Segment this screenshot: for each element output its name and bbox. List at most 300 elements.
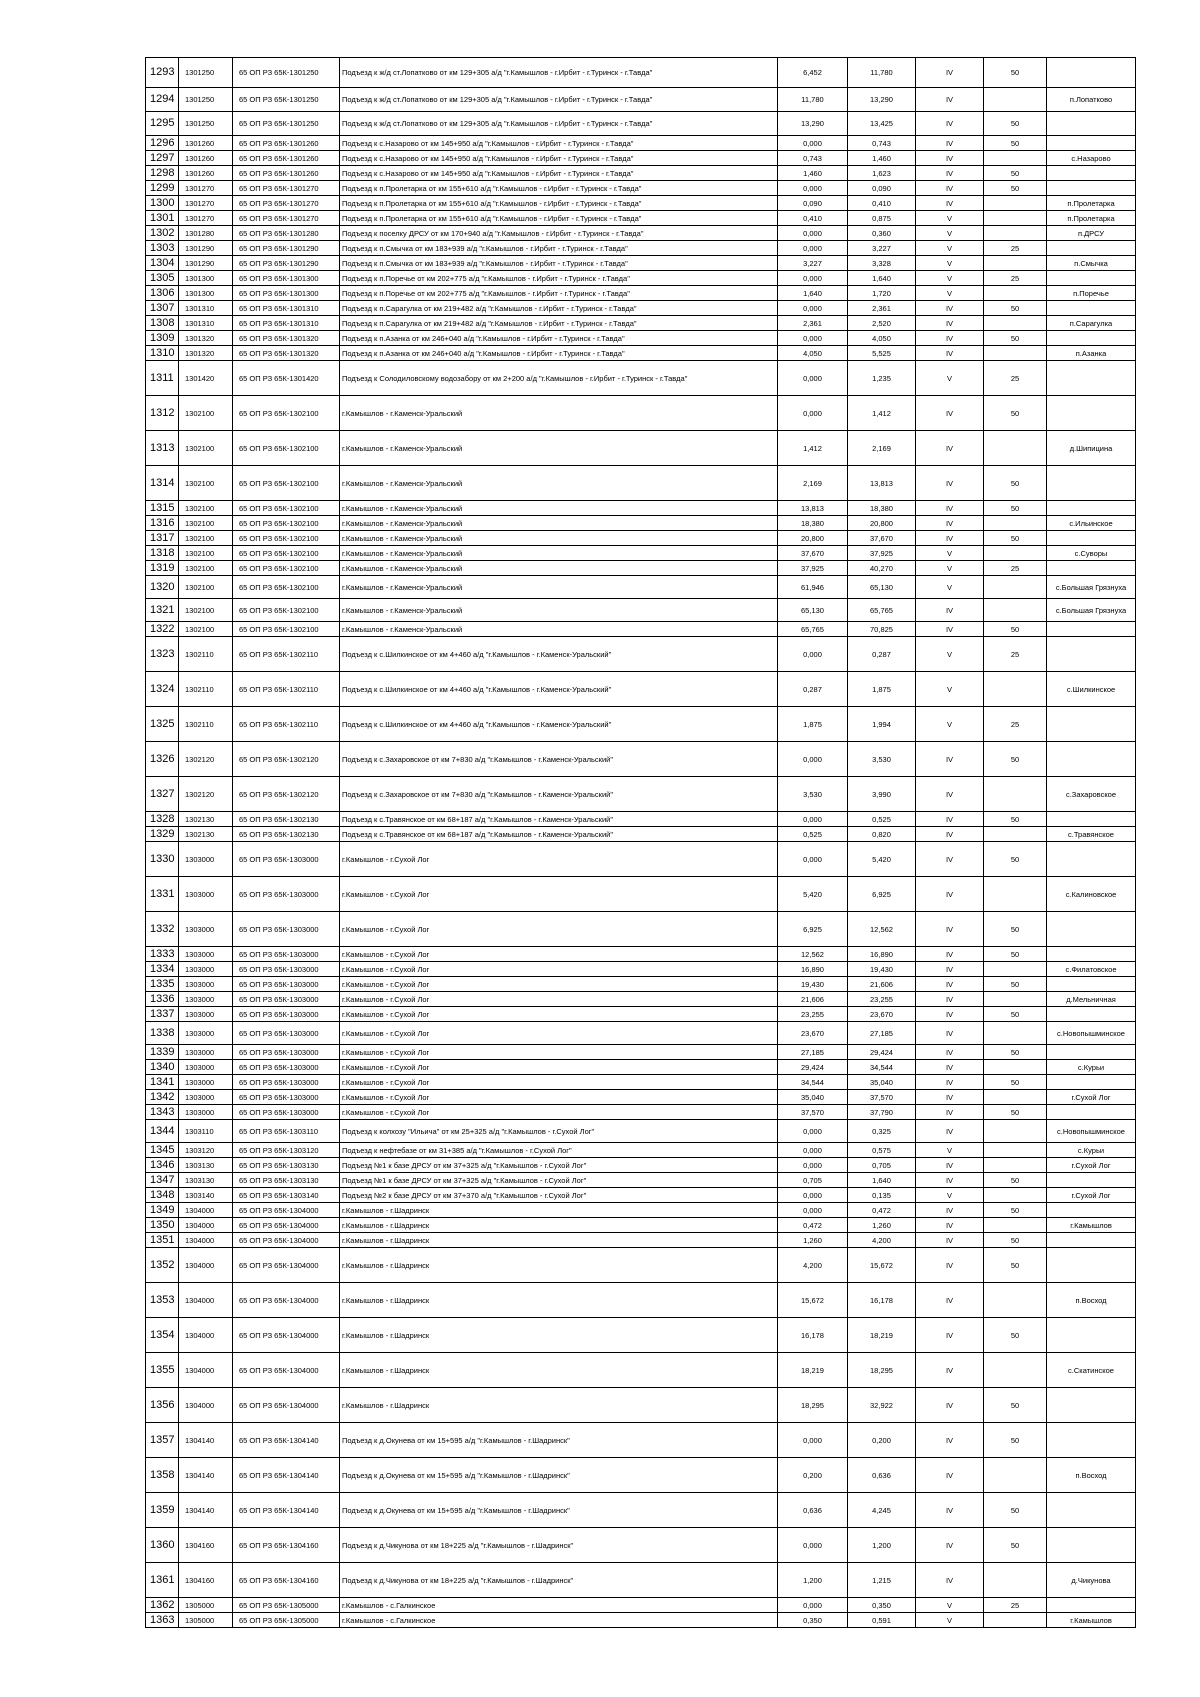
start-km-cell: 61,946 bbox=[778, 576, 848, 599]
end-km-cell: 21,606 bbox=[848, 977, 916, 992]
road-category-cell: V bbox=[916, 226, 984, 241]
speed-limit-cell bbox=[984, 1120, 1047, 1143]
road-id-cell: 65 ОП РЗ 65К-1302100 bbox=[233, 431, 340, 466]
road-category-cell: V bbox=[916, 1598, 984, 1613]
table-body bbox=[146, 58, 1136, 1628]
start-km-cell: 4,050 bbox=[778, 346, 848, 361]
speed-limit-cell bbox=[984, 962, 1047, 977]
speed-limit-cell bbox=[984, 1090, 1047, 1105]
start-km-cell: 35,040 bbox=[778, 1090, 848, 1105]
road-category-cell: IV bbox=[916, 1458, 984, 1493]
speed-limit-cell: 50 bbox=[984, 1248, 1047, 1283]
end-km-cell: 19,430 bbox=[848, 962, 916, 977]
row-number-cell: 1361 bbox=[146, 1563, 179, 1598]
road-category-cell: IV bbox=[916, 1105, 984, 1120]
end-km-cell: 3,227 bbox=[848, 241, 916, 256]
end-km-cell: 1,640 bbox=[848, 271, 916, 286]
road-category-cell: IV bbox=[916, 1353, 984, 1388]
road-code-cell: 1304000 bbox=[179, 1283, 233, 1318]
road-id-cell: 65 ОП РЗ 65К-1301320 bbox=[233, 346, 340, 361]
road-id-cell: 65 ОП РЗ 65К-1301250 bbox=[233, 112, 340, 136]
settlement-cell: г.Сухой Лог bbox=[1047, 1188, 1136, 1203]
speed-limit-cell: 50 bbox=[984, 1045, 1047, 1060]
road-id-cell: 65 ОП РЗ 65К-1302100 bbox=[233, 546, 340, 561]
row-number-cell: 1293 bbox=[146, 58, 179, 88]
start-km-cell: 6,925 bbox=[778, 912, 848, 947]
end-km-cell: 4,245 bbox=[848, 1493, 916, 1528]
start-km-cell: 1,260 bbox=[778, 1233, 848, 1248]
road-name-cell: г.Камышлов - г.Каменск-Уральский bbox=[340, 431, 778, 466]
road-category-cell: V bbox=[916, 561, 984, 576]
start-km-cell: 0,000 bbox=[778, 1598, 848, 1613]
road-id-cell: 65 ОП РЗ 65К-1303140 bbox=[233, 1188, 340, 1203]
speed-limit-cell: 50 bbox=[984, 531, 1047, 546]
road-category-cell: V bbox=[916, 546, 984, 561]
row-number-cell: 1326 bbox=[146, 742, 179, 777]
road-name-cell: Подъезд к п.Смычка от км 183+939 а/д "г.Камышлов - г.Ирбит - г.Туринск - г.Тавда" bbox=[340, 241, 778, 256]
road-code-cell: 1303000 bbox=[179, 962, 233, 977]
row-number-cell: 1295 bbox=[146, 112, 179, 136]
road-category-cell: IV bbox=[916, 151, 984, 166]
settlement-cell: с.Захаровское bbox=[1047, 777, 1136, 812]
row-number-cell: 1354 bbox=[146, 1318, 179, 1353]
settlement-cell bbox=[1047, 301, 1136, 316]
table-row bbox=[146, 742, 1136, 777]
road-code-cell: 1302110 bbox=[179, 637, 233, 672]
speed-limit-cell bbox=[984, 777, 1047, 812]
table-row bbox=[146, 1158, 1136, 1173]
speed-limit-cell: 50 bbox=[984, 301, 1047, 316]
settlement-cell bbox=[1047, 58, 1136, 88]
speed-limit-cell: 25 bbox=[984, 561, 1047, 576]
speed-limit-cell: 50 bbox=[984, 396, 1047, 431]
road-code-cell: 1303000 bbox=[179, 1090, 233, 1105]
table-row bbox=[146, 777, 1136, 812]
road-id-cell: 65 ОП РЗ 65К-1301320 bbox=[233, 331, 340, 346]
settlement-cell: с.Назарово bbox=[1047, 151, 1136, 166]
road-name-cell: г.Камышлов - г.Каменск-Уральский bbox=[340, 396, 778, 431]
road-code-cell: 1303140 bbox=[179, 1188, 233, 1203]
table-row bbox=[146, 1493, 1136, 1528]
road-category-cell: IV bbox=[916, 1173, 984, 1188]
road-id-cell: 65 ОП РЗ 65К-1302110 bbox=[233, 707, 340, 742]
settlement-cell: с.Скатинское bbox=[1047, 1353, 1136, 1388]
speed-limit-cell bbox=[984, 672, 1047, 707]
row-number-cell: 1331 bbox=[146, 877, 179, 912]
road-code-cell: 1303000 bbox=[179, 1045, 233, 1060]
road-category-cell: IV bbox=[916, 1493, 984, 1528]
road-code-cell: 1303000 bbox=[179, 1105, 233, 1120]
end-km-cell: 0,350 bbox=[848, 1598, 916, 1613]
speed-limit-cell bbox=[984, 1188, 1047, 1203]
speed-limit-cell: 50 bbox=[984, 58, 1047, 88]
end-km-cell: 1,215 bbox=[848, 1563, 916, 1598]
road-category-cell: IV bbox=[916, 136, 984, 151]
end-km-cell: 65,130 bbox=[848, 576, 916, 599]
end-km-cell: 18,295 bbox=[848, 1353, 916, 1388]
road-category-cell: IV bbox=[916, 431, 984, 466]
end-km-cell: 20,800 bbox=[848, 516, 916, 531]
road-category-cell: IV bbox=[916, 301, 984, 316]
road-code-cell: 1303000 bbox=[179, 1007, 233, 1022]
road-name-cell: г.Камышлов - г.Шадринск bbox=[340, 1388, 778, 1423]
row-number-cell: 1346 bbox=[146, 1158, 179, 1173]
road-code-cell: 1302100 bbox=[179, 516, 233, 531]
settlement-cell: п.ДРСУ bbox=[1047, 226, 1136, 241]
speed-limit-cell bbox=[984, 1060, 1047, 1075]
table-row bbox=[146, 396, 1136, 431]
end-km-cell: 4,050 bbox=[848, 331, 916, 346]
road-code-cell: 1302100 bbox=[179, 546, 233, 561]
road-code-cell: 1301280 bbox=[179, 226, 233, 241]
road-id-cell: 65 ОП РЗ 65К-1304000 bbox=[233, 1233, 340, 1248]
road-name-cell: г.Камышлов - г.Сухой Лог bbox=[340, 912, 778, 947]
end-km-cell: 0,875 bbox=[848, 211, 916, 226]
row-number-cell: 1363 bbox=[146, 1613, 179, 1628]
road-id-cell: 65 ОП РЗ 65К-1302100 bbox=[233, 561, 340, 576]
row-number-cell: 1352 bbox=[146, 1248, 179, 1283]
table-row bbox=[146, 361, 1136, 396]
road-name-cell: г.Камышлов - г.Сухой Лог bbox=[340, 1022, 778, 1045]
road-id-cell: 65 ОП РЗ 65К-1301260 bbox=[233, 166, 340, 181]
table-row bbox=[146, 977, 1136, 992]
row-number-cell: 1324 bbox=[146, 672, 179, 707]
start-km-cell: 2,361 bbox=[778, 316, 848, 331]
road-id-cell: 65 ОП РЗ 65К-1301260 bbox=[233, 151, 340, 166]
table-row bbox=[146, 812, 1136, 827]
end-km-cell: 1,412 bbox=[848, 396, 916, 431]
road-name-cell: Подъезд к с.Шилкинское от км 4+460 а/д "г.Камышлов - г.Каменск-Уральский" bbox=[340, 637, 778, 672]
road-name-cell: Подъезд к п.Поречье от км 202+775 а/д "г.Камышлов - г.Ирбит - г.Туринск - г.Тавда" bbox=[340, 286, 778, 301]
end-km-cell: 37,790 bbox=[848, 1105, 916, 1120]
start-km-cell: 20,800 bbox=[778, 531, 848, 546]
table-row bbox=[146, 1458, 1136, 1493]
road-category-cell: IV bbox=[916, 166, 984, 181]
end-km-cell: 15,672 bbox=[848, 1248, 916, 1283]
road-code-cell: 1303000 bbox=[179, 912, 233, 947]
start-km-cell: 0,000 bbox=[778, 241, 848, 256]
speed-limit-cell bbox=[984, 546, 1047, 561]
table-row bbox=[146, 672, 1136, 707]
road-code-cell: 1301260 bbox=[179, 166, 233, 181]
speed-limit-cell: 50 bbox=[984, 742, 1047, 777]
road-id-cell: 65 ОП РЗ 65К-1305000 bbox=[233, 1613, 340, 1628]
road-category-cell: IV bbox=[916, 877, 984, 912]
road-category-cell: V bbox=[916, 1613, 984, 1628]
row-number-cell: 1306 bbox=[146, 286, 179, 301]
road-id-cell: 65 ОП РЗ 65К-1303000 bbox=[233, 1090, 340, 1105]
table-row bbox=[146, 1105, 1136, 1120]
end-km-cell: 0,287 bbox=[848, 637, 916, 672]
row-number-cell: 1359 bbox=[146, 1493, 179, 1528]
road-name-cell: г.Камышлов - г.Сухой Лог bbox=[340, 1105, 778, 1120]
road-category-cell: V bbox=[916, 361, 984, 396]
table-row bbox=[146, 112, 1136, 136]
road-category-cell: IV bbox=[916, 1075, 984, 1090]
settlement-cell bbox=[1047, 361, 1136, 396]
row-number-cell: 1299 bbox=[146, 181, 179, 196]
road-name-cell: Подъезд к с.Шилкинское от км 4+460 а/д "г.Камышлов - г.Каменск-Уральский" bbox=[340, 707, 778, 742]
road-name-cell: Подъезд к с.Травянское от км 68+187 а/д "г.Камышлов - г.Каменск-Уральский" bbox=[340, 827, 778, 842]
table-row bbox=[146, 1563, 1136, 1598]
road-name-cell: г.Камышлов - г.Каменск-Уральский bbox=[340, 516, 778, 531]
road-id-cell: 65 ОП РЗ 65К-1303000 bbox=[233, 947, 340, 962]
settlement-cell bbox=[1047, 1233, 1136, 1248]
settlement-cell bbox=[1047, 136, 1136, 151]
road-category-cell: IV bbox=[916, 1218, 984, 1233]
settlement-cell: п.Смычка bbox=[1047, 256, 1136, 271]
road-category-cell: IV bbox=[916, 1318, 984, 1353]
speed-limit-cell bbox=[984, 1158, 1047, 1173]
road-id-cell: 65 ОП РЗ 65К-1301270 bbox=[233, 196, 340, 211]
settlement-cell: с.Курьи bbox=[1047, 1060, 1136, 1075]
start-km-cell: 2,169 bbox=[778, 466, 848, 501]
speed-limit-cell: 50 bbox=[984, 181, 1047, 196]
speed-limit-cell bbox=[984, 286, 1047, 301]
settlement-cell bbox=[1047, 1007, 1136, 1022]
row-number-cell: 1356 bbox=[146, 1388, 179, 1423]
road-category-cell: IV bbox=[916, 112, 984, 136]
table-row bbox=[146, 256, 1136, 271]
road-category-cell: IV bbox=[916, 1090, 984, 1105]
end-km-cell: 0,135 bbox=[848, 1188, 916, 1203]
table-row bbox=[146, 1120, 1136, 1143]
speed-limit-cell bbox=[984, 1143, 1047, 1158]
road-code-cell: 1302110 bbox=[179, 672, 233, 707]
end-km-cell: 65,765 bbox=[848, 599, 916, 622]
road-code-cell: 1305000 bbox=[179, 1613, 233, 1628]
road-name-cell: г.Камышлов - г.Сухой Лог bbox=[340, 1090, 778, 1105]
row-number-cell: 1343 bbox=[146, 1105, 179, 1120]
row-number-cell: 1345 bbox=[146, 1143, 179, 1158]
road-category-cell: IV bbox=[916, 1203, 984, 1218]
table-row bbox=[146, 1188, 1136, 1203]
road-id-cell: 65 ОП РЗ 65К-1301260 bbox=[233, 136, 340, 151]
table-row bbox=[146, 301, 1136, 316]
speed-limit-cell: 25 bbox=[984, 1598, 1047, 1613]
road-id-cell: 65 ОП РЗ 65К-1302120 bbox=[233, 742, 340, 777]
road-code-cell: 1304140 bbox=[179, 1493, 233, 1528]
road-name-cell: г.Камышлов - г.Сухой Лог bbox=[340, 1007, 778, 1022]
settlement-cell: с.Большая Грязнуха bbox=[1047, 599, 1136, 622]
start-km-cell: 37,570 bbox=[778, 1105, 848, 1120]
road-category-cell: V bbox=[916, 286, 984, 301]
settlement-cell bbox=[1047, 1493, 1136, 1528]
row-number-cell: 1340 bbox=[146, 1060, 179, 1075]
road-id-cell: 65 ОП РЗ 65К-1304000 bbox=[233, 1353, 340, 1388]
speed-limit-cell bbox=[984, 1022, 1047, 1045]
road-category-cell: IV bbox=[916, 599, 984, 622]
row-number-cell: 1329 bbox=[146, 827, 179, 842]
road-id-cell: 65 ОП РЗ 65К-1302110 bbox=[233, 672, 340, 707]
table-row bbox=[146, 431, 1136, 466]
road-name-cell: Подъезд к с.Назарово от км 145+950 а/д "г.Камышлов - г.Ирбит - г.Туринск - г.Тавда" bbox=[340, 166, 778, 181]
road-code-cell: 1304160 bbox=[179, 1563, 233, 1598]
row-number-cell: 1313 bbox=[146, 431, 179, 466]
road-id-cell: 65 ОП РЗ 65К-1304000 bbox=[233, 1318, 340, 1353]
start-km-cell: 65,130 bbox=[778, 599, 848, 622]
road-category-cell: IV bbox=[916, 316, 984, 331]
settlement-cell bbox=[1047, 1075, 1136, 1090]
end-km-cell: 3,990 bbox=[848, 777, 916, 812]
end-km-cell: 16,178 bbox=[848, 1283, 916, 1318]
settlement-cell: с.Новопышминское bbox=[1047, 1022, 1136, 1045]
table-row bbox=[146, 1598, 1136, 1613]
end-km-cell: 37,925 bbox=[848, 546, 916, 561]
speed-limit-cell: 50 bbox=[984, 1388, 1047, 1423]
road-category-cell: IV bbox=[916, 912, 984, 947]
row-number-cell: 1317 bbox=[146, 531, 179, 546]
settlement-cell: п.Лопатково bbox=[1047, 88, 1136, 112]
row-number-cell: 1338 bbox=[146, 1022, 179, 1045]
end-km-cell: 1,720 bbox=[848, 286, 916, 301]
start-km-cell: 15,672 bbox=[778, 1283, 848, 1318]
start-km-cell: 1,875 bbox=[778, 707, 848, 742]
road-code-cell: 1303000 bbox=[179, 1075, 233, 1090]
road-code-cell: 1303130 bbox=[179, 1173, 233, 1188]
road-id-cell: 65 ОП РЗ 65К-1304000 bbox=[233, 1388, 340, 1423]
road-name-cell: Подъезд к с.Захаровское от км 7+830 а/д "г.Камышлов - г.Каменск-Уральский" bbox=[340, 777, 778, 812]
road-id-cell: 65 ОП РЗ 65К-1301250 bbox=[233, 88, 340, 112]
settlement-cell bbox=[1047, 241, 1136, 256]
end-km-cell: 1,260 bbox=[848, 1218, 916, 1233]
settlement-cell bbox=[1047, 331, 1136, 346]
settlement-cell bbox=[1047, 812, 1136, 827]
road-code-cell: 1301320 bbox=[179, 331, 233, 346]
road-name-cell: Подъезд к с.Захаровское от км 7+830 а/д "г.Камышлов - г.Каменск-Уральский" bbox=[340, 742, 778, 777]
settlement-cell: с.Большая Грязнуха bbox=[1047, 576, 1136, 599]
end-km-cell: 3,328 bbox=[848, 256, 916, 271]
row-number-cell: 1336 bbox=[146, 992, 179, 1007]
start-km-cell: 1,412 bbox=[778, 431, 848, 466]
road-id-cell: 65 ОП РЗ 65К-1303000 bbox=[233, 912, 340, 947]
road-category-cell: V bbox=[916, 1188, 984, 1203]
row-number-cell: 1344 bbox=[146, 1120, 179, 1143]
start-km-cell: 12,562 bbox=[778, 947, 848, 962]
road-id-cell: 65 ОП РЗ 65К-1304000 bbox=[233, 1248, 340, 1283]
road-name-cell: Подъезд к п.Азанка от км 246+040 а/д "г.Камышлов - г.Ирбит - г.Туринск - г.Тавда" bbox=[340, 346, 778, 361]
end-km-cell: 11,780 bbox=[848, 58, 916, 88]
table-row bbox=[146, 241, 1136, 256]
table-row bbox=[146, 346, 1136, 361]
road-name-cell: Подъезд к с.Шилкинское от км 4+460 а/д "г.Камышлов - г.Каменск-Уральский" bbox=[340, 672, 778, 707]
road-code-cell: 1301250 bbox=[179, 88, 233, 112]
road-name-cell: г.Камышлов - г.Шадринск bbox=[340, 1203, 778, 1218]
road-category-cell: IV bbox=[916, 1022, 984, 1045]
table-row bbox=[146, 962, 1136, 977]
road-code-cell: 1304000 bbox=[179, 1233, 233, 1248]
start-km-cell: 0,000 bbox=[778, 1158, 848, 1173]
road-id-cell: 65 ОП РЗ 65К-1303000 bbox=[233, 842, 340, 877]
road-id-cell: 65 ОП РЗ 65К-1303000 bbox=[233, 1022, 340, 1045]
settlement-cell bbox=[1047, 561, 1136, 576]
table-row bbox=[146, 992, 1136, 1007]
settlement-cell bbox=[1047, 1203, 1136, 1218]
road-name-cell: г.Камышлов - г.Каменск-Уральский bbox=[340, 622, 778, 637]
road-id-cell: 65 ОП РЗ 65К-1302100 bbox=[233, 531, 340, 546]
row-number-cell: 1332 bbox=[146, 912, 179, 947]
road-code-cell: 1302100 bbox=[179, 396, 233, 431]
start-km-cell: 0,000 bbox=[778, 812, 848, 827]
settlement-cell: г.Камышлов bbox=[1047, 1613, 1136, 1628]
road-category-cell: IV bbox=[916, 181, 984, 196]
road-name-cell: Подъезд к п.Смычка от км 183+939 а/д "г.Камышлов - г.Ирбит - г.Туринск - г.Тавда" bbox=[340, 256, 778, 271]
road-name-cell: г.Камышлов - г.Сухой Лог bbox=[340, 992, 778, 1007]
table-row bbox=[146, 827, 1136, 842]
road-code-cell: 1302100 bbox=[179, 576, 233, 599]
road-code-cell: 1303110 bbox=[179, 1120, 233, 1143]
road-name-cell: г.Камышлов - г.Шадринск bbox=[340, 1353, 778, 1388]
settlement-cell: п.Поречье bbox=[1047, 286, 1136, 301]
speed-limit-cell bbox=[984, 1613, 1047, 1628]
table-row bbox=[146, 1022, 1136, 1045]
road-code-cell: 1301270 bbox=[179, 211, 233, 226]
road-name-cell: Подъезд к д.Окунева от км 15+595 а/д "г.Камышлов - г.Шадринск" bbox=[340, 1423, 778, 1458]
settlement-cell bbox=[1047, 1045, 1136, 1060]
table-row bbox=[146, 1173, 1136, 1188]
road-id-cell: 65 ОП РЗ 65К-1302100 bbox=[233, 576, 340, 599]
road-category-cell: V bbox=[916, 1143, 984, 1158]
table-row bbox=[146, 1203, 1136, 1218]
road-code-cell: 1302100 bbox=[179, 561, 233, 576]
table-row bbox=[146, 546, 1136, 561]
road-category-cell: V bbox=[916, 256, 984, 271]
start-km-cell: 0,287 bbox=[778, 672, 848, 707]
road-id-cell: 65 ОП РЗ 65К-1303000 bbox=[233, 1075, 340, 1090]
row-number-cell: 1315 bbox=[146, 501, 179, 516]
settlement-cell bbox=[1047, 707, 1136, 742]
road-category-cell: IV bbox=[916, 1423, 984, 1458]
road-name-cell: г.Камышлов - г.Шадринск bbox=[340, 1233, 778, 1248]
speed-limit-cell: 50 bbox=[984, 1528, 1047, 1563]
speed-limit-cell bbox=[984, 1283, 1047, 1318]
speed-limit-cell: 50 bbox=[984, 1233, 1047, 1248]
settlement-cell: с.Травянское bbox=[1047, 827, 1136, 842]
settlement-cell bbox=[1047, 1105, 1136, 1120]
road-id-cell: 65 ОП РЗ 65К-1302100 bbox=[233, 466, 340, 501]
end-km-cell: 27,185 bbox=[848, 1022, 916, 1045]
settlement-cell: д.Чикунова bbox=[1047, 1563, 1136, 1598]
road-id-cell: 65 ОП РЗ 65К-1303000 bbox=[233, 1060, 340, 1075]
row-number-cell: 1314 bbox=[146, 466, 179, 501]
speed-limit-cell: 25 bbox=[984, 271, 1047, 286]
road-category-cell: IV bbox=[916, 396, 984, 431]
road-name-cell: Подъезд №1 к базе ДРСУ от км 37+325 а/д "г.Камышлов - г.Сухой Лог" bbox=[340, 1173, 778, 1188]
table-row bbox=[146, 877, 1136, 912]
start-km-cell: 18,380 bbox=[778, 516, 848, 531]
settlement-cell bbox=[1047, 501, 1136, 516]
row-number-cell: 1301 bbox=[146, 211, 179, 226]
settlement-cell bbox=[1047, 1248, 1136, 1283]
road-code-cell: 1301300 bbox=[179, 271, 233, 286]
speed-limit-cell: 50 bbox=[984, 331, 1047, 346]
start-km-cell: 21,606 bbox=[778, 992, 848, 1007]
end-km-cell: 2,361 bbox=[848, 301, 916, 316]
table-row bbox=[146, 136, 1136, 151]
end-km-cell: 35,040 bbox=[848, 1075, 916, 1090]
start-km-cell: 13,813 bbox=[778, 501, 848, 516]
start-km-cell: 0,000 bbox=[778, 1143, 848, 1158]
road-code-cell: 1301290 bbox=[179, 241, 233, 256]
road-code-cell: 1301250 bbox=[179, 112, 233, 136]
start-km-cell: 18,295 bbox=[778, 1388, 848, 1423]
start-km-cell: 0,472 bbox=[778, 1218, 848, 1233]
road-code-cell: 1304000 bbox=[179, 1318, 233, 1353]
row-number-cell: 1350 bbox=[146, 1218, 179, 1233]
settlement-cell: п.Пролетарка bbox=[1047, 196, 1136, 211]
start-km-cell: 1,640 bbox=[778, 286, 848, 301]
road-id-cell: 65 ОП РЗ 65К-1303000 bbox=[233, 1045, 340, 1060]
